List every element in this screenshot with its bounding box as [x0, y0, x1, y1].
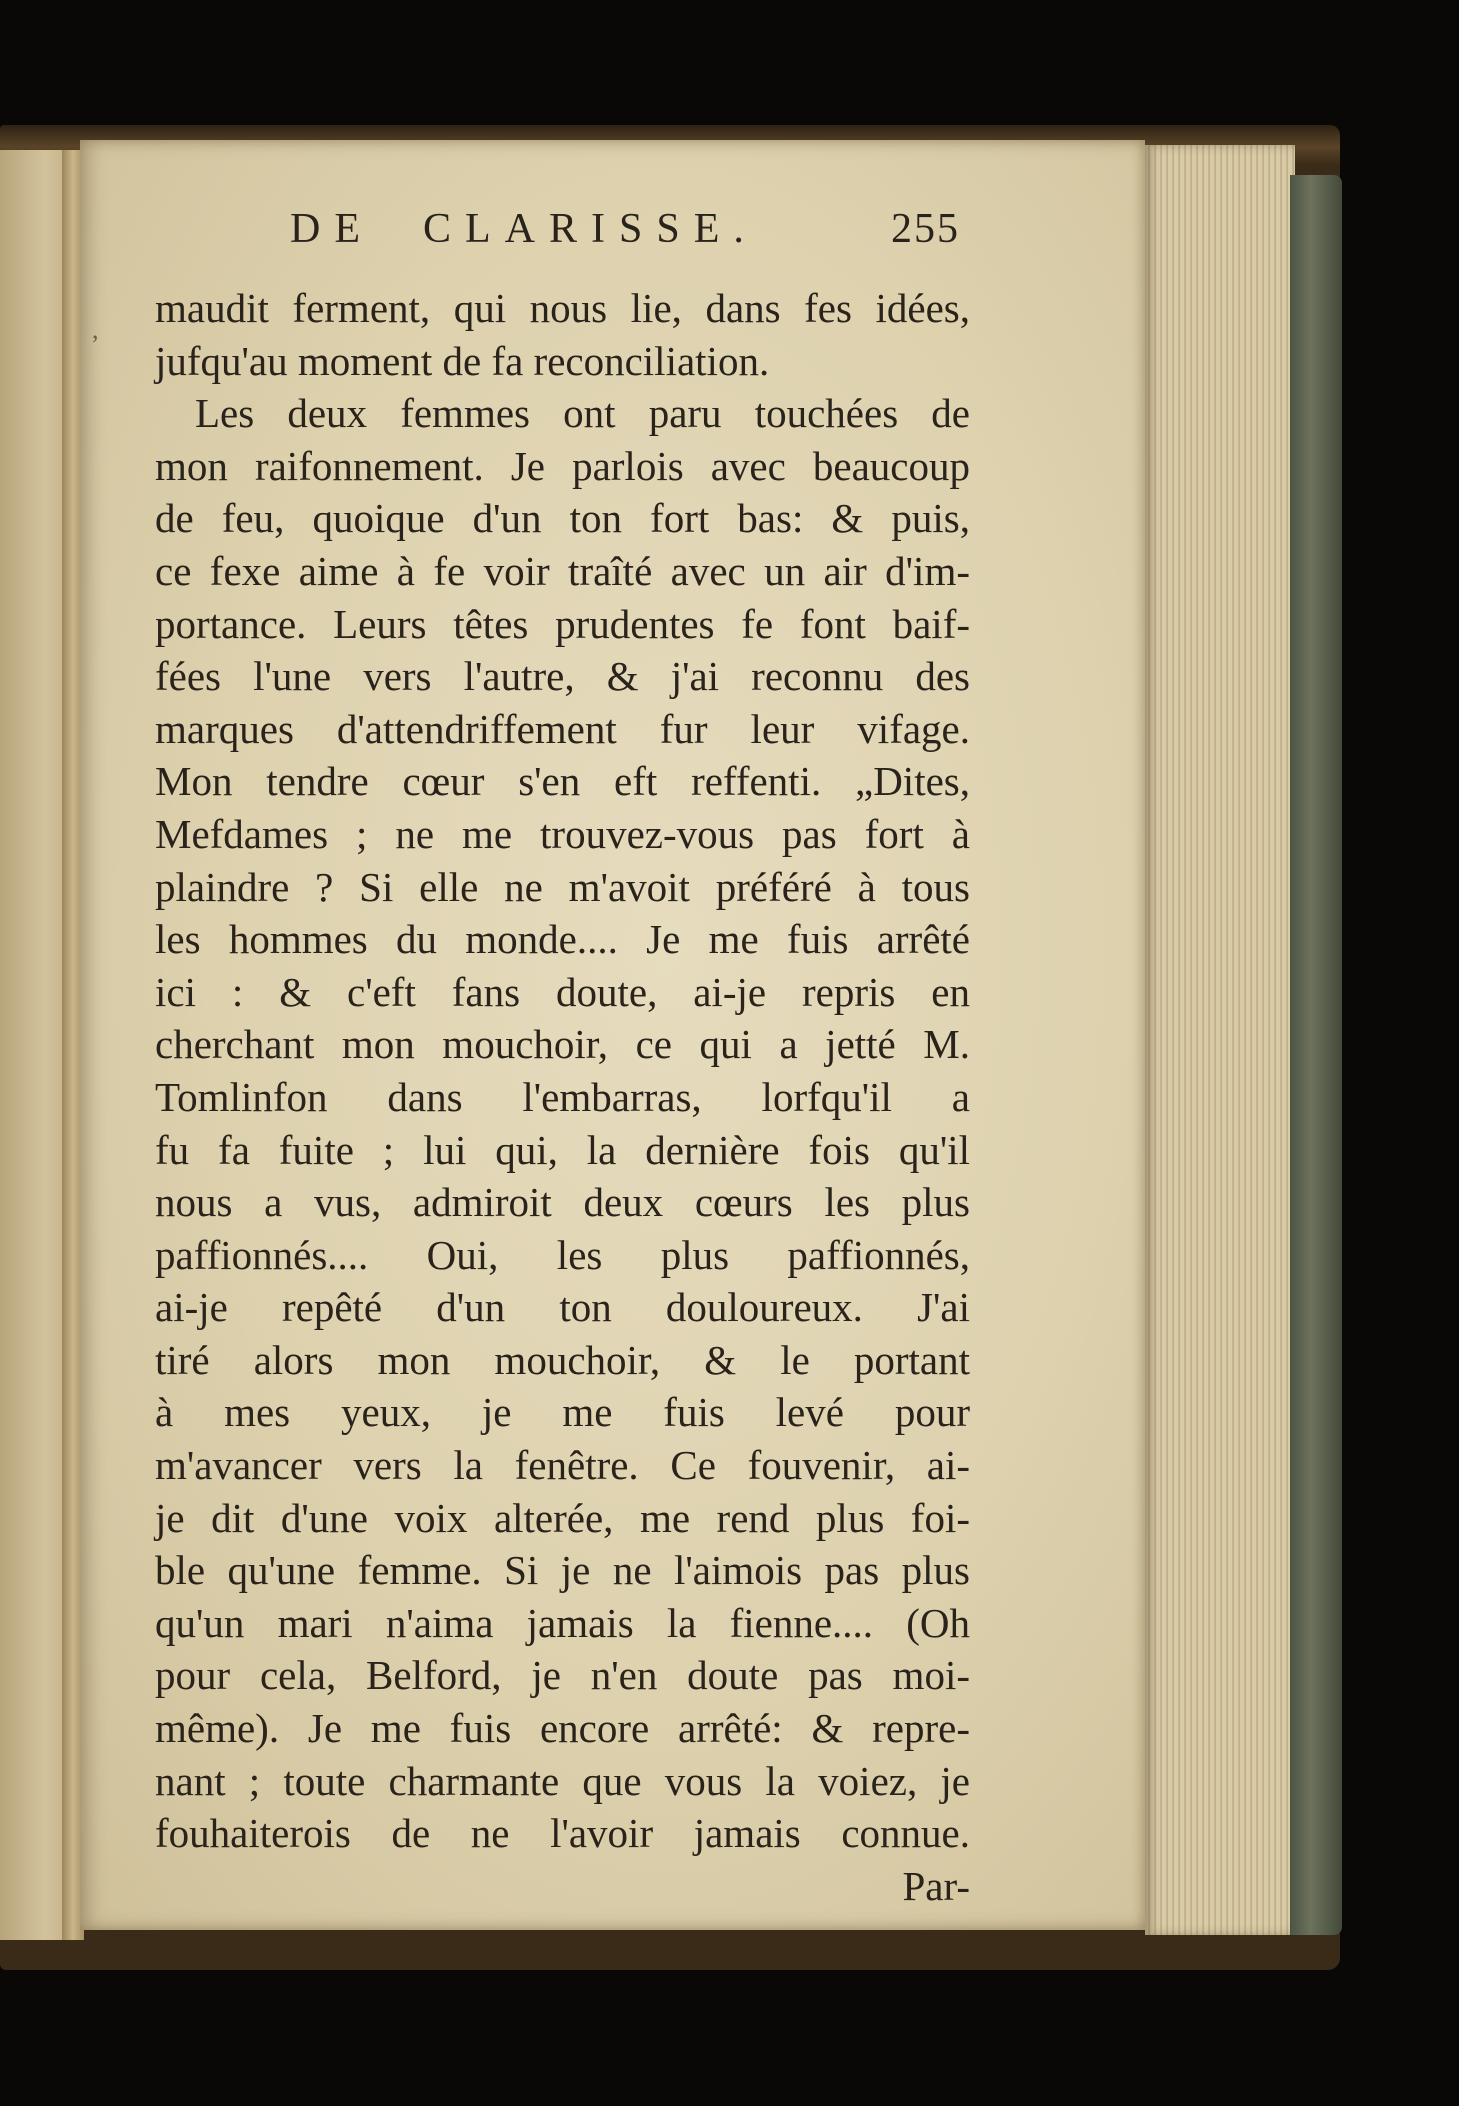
- catchword: Par-: [902, 1862, 970, 1909]
- text-line: Mefdames ; ne me trouvez-vous pas fort à: [155, 810, 970, 857]
- margin-mark: ,: [92, 315, 99, 344]
- text-line: je dit d'une voix alterée, me rend plus foi-: [155, 1494, 970, 1541]
- text-line: de feu, quoique d'un ton fort bas: & puis,: [155, 495, 970, 542]
- text-line: qu'un mari n'aima jamais la fienne.... (Oh: [155, 1599, 970, 1646]
- text-line: ai-je repêté d'un ton douloureux. J'ai: [155, 1284, 970, 1331]
- text-line: nous a vus, admiroit deux cœurs les plus: [155, 1179, 970, 1226]
- text-line: jufqu'au moment de fa reconciliation.: [155, 337, 770, 384]
- text-line: fouhaiterois de ne l'avoir jamais connue.: [155, 1810, 970, 1857]
- text-line: tiré alors mon mouchoir, & le portant: [155, 1336, 970, 1383]
- text-line: plaindre ? Si elle ne m'avoit préféré à tous: [155, 863, 970, 910]
- text-line: mon raifonnement. Je parlois avec beaucoup: [155, 442, 970, 489]
- text-line: cherchant mon mouchoir, ce qui a jetté M.: [155, 1021, 970, 1068]
- page-edges: [1145, 145, 1295, 1935]
- text-line: Tomlinfon dans l'embarras, lorfqu'il a: [155, 1073, 970, 1120]
- text-line: fées l'une vers l'autre, & j'ai reconnu des: [155, 653, 970, 700]
- text-line: Mon tendre cœur s'en eft reffenti. „Dites,: [155, 758, 970, 805]
- running-head: [290, 205, 960, 265]
- book-cover-edge: [1290, 175, 1342, 1935]
- text-line: ce fexe aime à fe voir traîté avec un air d'im-: [155, 547, 970, 594]
- text-line: portance. Leurs têtes prudentes fe font baif-: [155, 600, 970, 647]
- text-line: maudit ferment, qui nous lie, dans fes idées,: [155, 285, 970, 331]
- text-line: m'avancer vers la fenêtre. Ce fouvenir, ai-: [155, 1442, 970, 1489]
- page-number: 255: [891, 206, 960, 252]
- text-line: ble qu'une femme. Si je ne l'aimois pas plus: [155, 1547, 970, 1594]
- text-line: les hommes du monde.... Je me fuis arrêté: [155, 916, 970, 963]
- running-head-title: DE CLARISSE.: [290, 206, 758, 252]
- text-line: paffionnés.... Oui, les plus paffionnés,: [155, 1231, 970, 1278]
- text-line: nant ; toute charmante que vous la voiez, je: [155, 1757, 970, 1804]
- text-line: marques d'attendriffement fur leur vifage.: [155, 705, 970, 752]
- text-line: pour cela, Belford, je n'en doute pas moi-: [155, 1652, 970, 1699]
- text-line: ici : & c'eft fans doute, ai-je repris en: [155, 968, 970, 1015]
- text-line: même). Je me fuis encore arrêté: & repre-: [155, 1705, 970, 1752]
- text-line: Les deux femmes ont paru touchées de: [195, 390, 970, 437]
- text-line: à mes yeux, je me fuis levé pour: [155, 1389, 970, 1436]
- body-text: [155, 282, 970, 1912]
- text-line: fu fa fuite ; lui qui, la dernière fois qu'il: [155, 1126, 970, 1173]
